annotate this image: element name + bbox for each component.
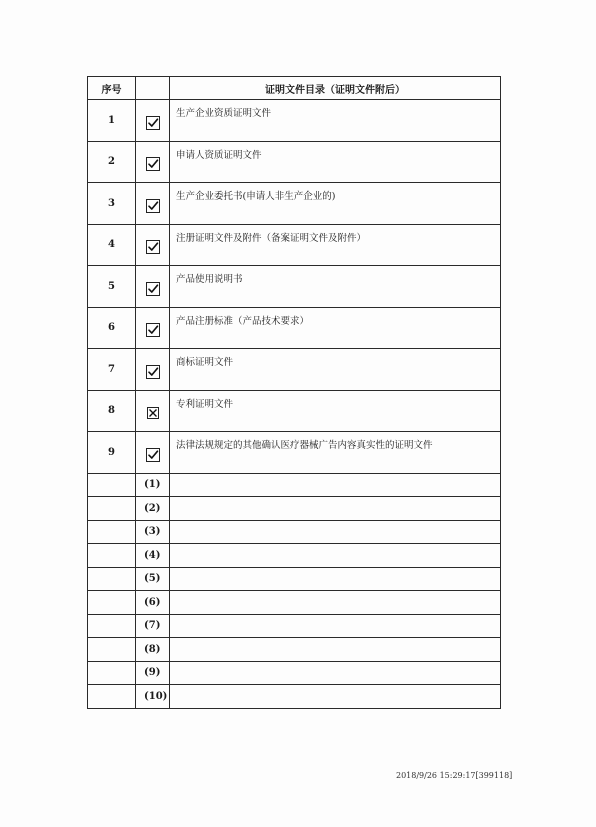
- row-check-cell: [136, 307, 170, 349]
- sub-row-label: (10): [136, 685, 170, 709]
- row-document-name: 商标证明文件: [170, 349, 501, 391]
- table-row: [88, 432, 501, 474]
- sub-row-empty-serial: [88, 520, 136, 544]
- row-serial-number: 8: [88, 390, 136, 432]
- row-serial-number: 5: [88, 266, 136, 308]
- table-row: [88, 390, 501, 432]
- sub-row-label: (8): [136, 638, 170, 662]
- sub-row-empty-serial: [88, 614, 136, 638]
- row-serial-number: 3: [88, 183, 136, 225]
- table-sub-row: [88, 473, 501, 497]
- checked-checkbox-icon: [146, 199, 160, 213]
- sub-row-empty-document: [170, 685, 501, 709]
- row-serial-number: 2: [88, 141, 136, 183]
- sub-row-label: (5): [136, 567, 170, 591]
- sub-row-label: (9): [136, 661, 170, 685]
- header-document-list: 证明文件目录（证明文件附后）: [170, 77, 501, 100]
- checked-checkbox-icon: [146, 448, 160, 462]
- crossed-checkbox-icon: [147, 407, 159, 419]
- header-serial-number: 序号: [88, 77, 136, 100]
- row-check-cell: [136, 100, 170, 142]
- row-document-name: 申请人资质证明文件: [170, 141, 501, 183]
- table-sub-row: [88, 497, 501, 521]
- print-timestamp: 2018/9/26 15:29:17[399118]: [396, 771, 513, 780]
- checked-checkbox-icon: [146, 323, 160, 337]
- checked-checkbox-icon: [146, 282, 160, 296]
- table-header-row: [88, 77, 501, 100]
- row-serial-number: 1: [88, 100, 136, 142]
- sub-row-empty-document: [170, 614, 501, 638]
- row-serial-number: 7: [88, 349, 136, 391]
- sub-row-empty-serial: [88, 591, 136, 615]
- table-row: [88, 100, 501, 142]
- row-check-cell: [136, 224, 170, 266]
- table-sub-row: [88, 567, 501, 591]
- row-document-name: 专利证明文件: [170, 390, 501, 432]
- checked-checkbox-icon: [146, 157, 160, 171]
- sub-row-label: (7): [136, 614, 170, 638]
- table-row: [88, 266, 501, 308]
- table-sub-row: [88, 544, 501, 568]
- sub-row-empty-document: [170, 661, 501, 685]
- row-check-cell: [136, 349, 170, 391]
- header-check: [136, 77, 170, 100]
- table-sub-row: [88, 638, 501, 662]
- sub-row-empty-document: [170, 520, 501, 544]
- sub-row-empty-document: [170, 567, 501, 591]
- sub-row-empty-serial: [88, 473, 136, 497]
- row-check-cell: [136, 183, 170, 225]
- sub-row-empty-document: [170, 591, 501, 615]
- table-sub-row: [88, 614, 501, 638]
- table-row: [88, 141, 501, 183]
- sub-row-empty-serial: [88, 638, 136, 662]
- row-serial-number: 6: [88, 307, 136, 349]
- row-serial-number: 4: [88, 224, 136, 266]
- table-sub-row: [88, 685, 501, 709]
- row-check-cell: [136, 141, 170, 183]
- row-serial-number: 9: [88, 432, 136, 474]
- row-check-cell: [136, 266, 170, 308]
- sub-row-empty-serial: [88, 661, 136, 685]
- sub-row-empty-document: [170, 497, 501, 521]
- sub-row-label: (6): [136, 591, 170, 615]
- checked-checkbox-icon: [146, 365, 160, 379]
- sub-row-label: (1): [136, 473, 170, 497]
- table-sub-row: [88, 520, 501, 544]
- sub-row-empty-serial: [88, 497, 136, 521]
- table-row: [88, 224, 501, 266]
- sub-row-label: (4): [136, 544, 170, 568]
- table-row: [88, 349, 501, 391]
- sub-row-empty-serial: [88, 567, 136, 591]
- checked-checkbox-icon: [146, 240, 160, 254]
- sub-row-empty-document: [170, 638, 501, 662]
- row-document-name: 法律法规规定的其他确认医疗器械广告内容真实性的证明文件: [170, 432, 501, 474]
- table-row: [88, 183, 501, 225]
- table-row: [88, 307, 501, 349]
- row-document-name: 产品注册标准（产品技术要求）: [170, 307, 501, 349]
- table-sub-row: [88, 661, 501, 685]
- sub-row-label: (3): [136, 520, 170, 544]
- sub-row-label: (2): [136, 497, 170, 521]
- row-check-cell: [136, 390, 170, 432]
- evidence-document-table: [87, 76, 501, 709]
- row-document-name: 生产企业委托书(申请人非生产企业的): [170, 183, 501, 225]
- sub-row-empty-document: [170, 544, 501, 568]
- sub-row-empty-serial: [88, 544, 136, 568]
- table-body: [88, 100, 501, 709]
- row-document-name: 注册证明文件及附件（备案证明文件及附件）: [170, 224, 501, 266]
- row-document-name: 产品使用说明书: [170, 266, 501, 308]
- table-sub-row: [88, 591, 501, 615]
- row-check-cell: [136, 432, 170, 474]
- sub-row-empty-document: [170, 473, 501, 497]
- row-document-name: 生产企业资质证明文件: [170, 100, 501, 142]
- sub-row-empty-serial: [88, 685, 136, 709]
- checked-checkbox-icon: [146, 116, 160, 130]
